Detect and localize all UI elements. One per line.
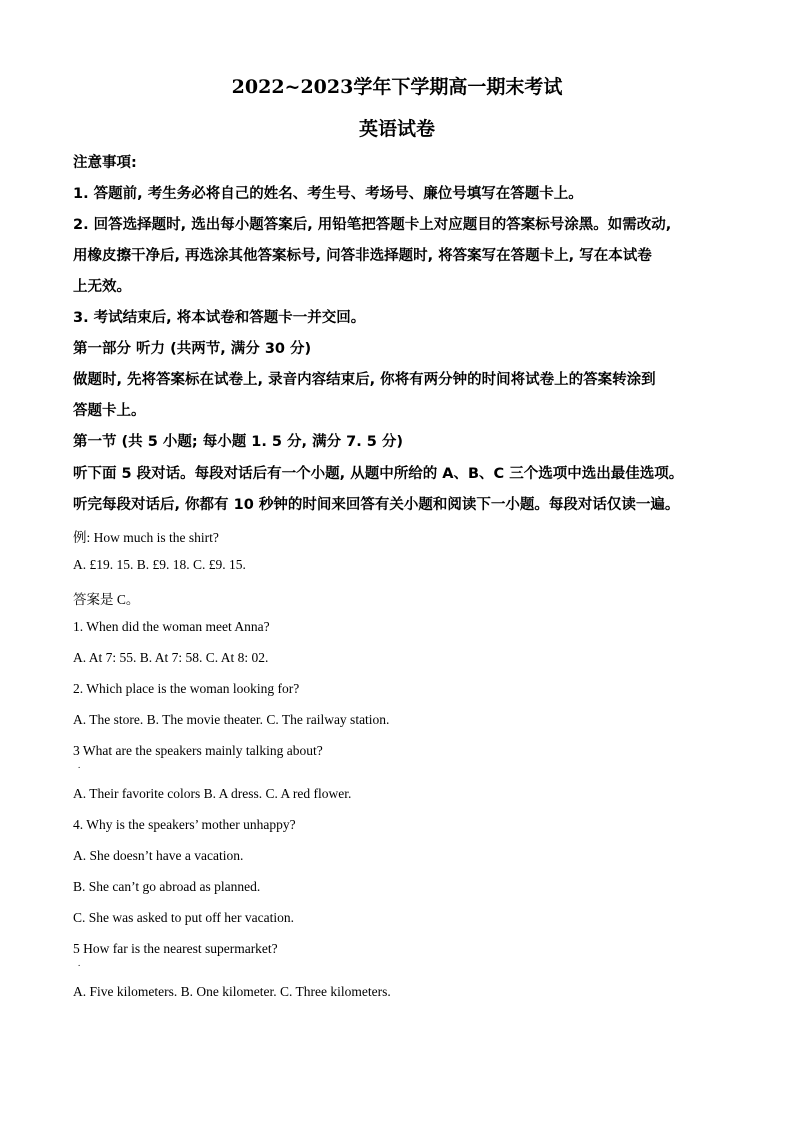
note-item-3: 3. 考试结束后, 将本试卷和答题卡一并交回。 [73, 310, 366, 326]
question-4: 4. Why is the speakers’ mother unhappy? [73, 817, 296, 832]
note-item-2-line-3: 上无效。 [73, 279, 131, 295]
part1-heading: 第一部分 听力 (共两节, 满分 30 分) [73, 341, 312, 357]
section1-instruction-line-1: 听下面 5 段对话。每段对话后有一个小题, 从题中所给的 A、B、C 三个选项中选出最佳选项。 [73, 466, 684, 482]
example-answer: 答案是 C。 [73, 592, 140, 607]
question-5: 5 How far is the nearest supermarket? [73, 941, 278, 956]
example-options: A. £19. 15. B. £9. 18. C. £9. 15. [73, 557, 246, 572]
question-5-number-dot: . [78, 958, 81, 968]
note-item-2-line-1: 2. 回答选择题时, 选出每小题答案后, 用铅笔把答题卡上对应题目的答案标号涂黑。如需改动, [73, 217, 672, 233]
notes-heading: 注意事項: [73, 155, 137, 171]
note-item-1: 1. 答题前, 考生务必将自己的姓名、考生号、考场号、廉位号填写在答题卡上。 [73, 186, 583, 202]
section1-instruction-line-2: 听完每段对话后, 你都有 10 秒钟的时间来回答有关小题和阅读下一小题。每段对话仅读一遍。 [73, 497, 680, 513]
section1-heading: 第一节 (共 5 小题; 每小题 1. 5 分, 满分 7. 5 分) [73, 434, 404, 450]
question-5-options: A. Five kilometers. B. One kilometer. C. Three kilometers. [73, 984, 391, 999]
question-2: 2. Which place is the woman looking for? [73, 681, 300, 696]
question-4-option-c: C. She was asked to put off her vacation. [73, 910, 294, 925]
exam-title: 2022~2023学年下学期高一期末考试 [231, 76, 563, 98]
question-4-option-a: A. She doesn’t have a vacation. [73, 848, 244, 863]
part1-instruction-line-2: 答题卡上。 [73, 403, 146, 419]
note-item-2-line-2: 用橡皮擦干净后, 再选涂其他答案标号, 问答非选择题时, 将答案写在答题卡上, 写在本试卷 [73, 248, 652, 264]
question-1-options: A. At 7: 55. B. At 7: 58. C. At 8: 02. [73, 650, 269, 665]
exam-subtitle: 英语试卷 [358, 118, 435, 140]
question-3-number-dot: . [78, 760, 81, 770]
question-4-option-b: B. She can’t go abroad as planned. [73, 879, 261, 894]
question-1: 1. When did the woman meet Anna? [73, 619, 270, 634]
question-3: 3 What are the speakers mainly talking about? [73, 743, 323, 758]
example-question: 例: How much is the shirt? [73, 530, 219, 545]
question-3-options: A. Their favorite colors B. A dress. C. A red flower. [73, 786, 352, 801]
part1-instruction-line-1: 做题时, 先将答案标在试卷上, 录音内容结束后, 你将有两分钟的时间将试卷上的答案转涂到 [73, 372, 656, 388]
question-2-options: A. The store. B. The movie theater. C. The railway station. [73, 712, 390, 727]
